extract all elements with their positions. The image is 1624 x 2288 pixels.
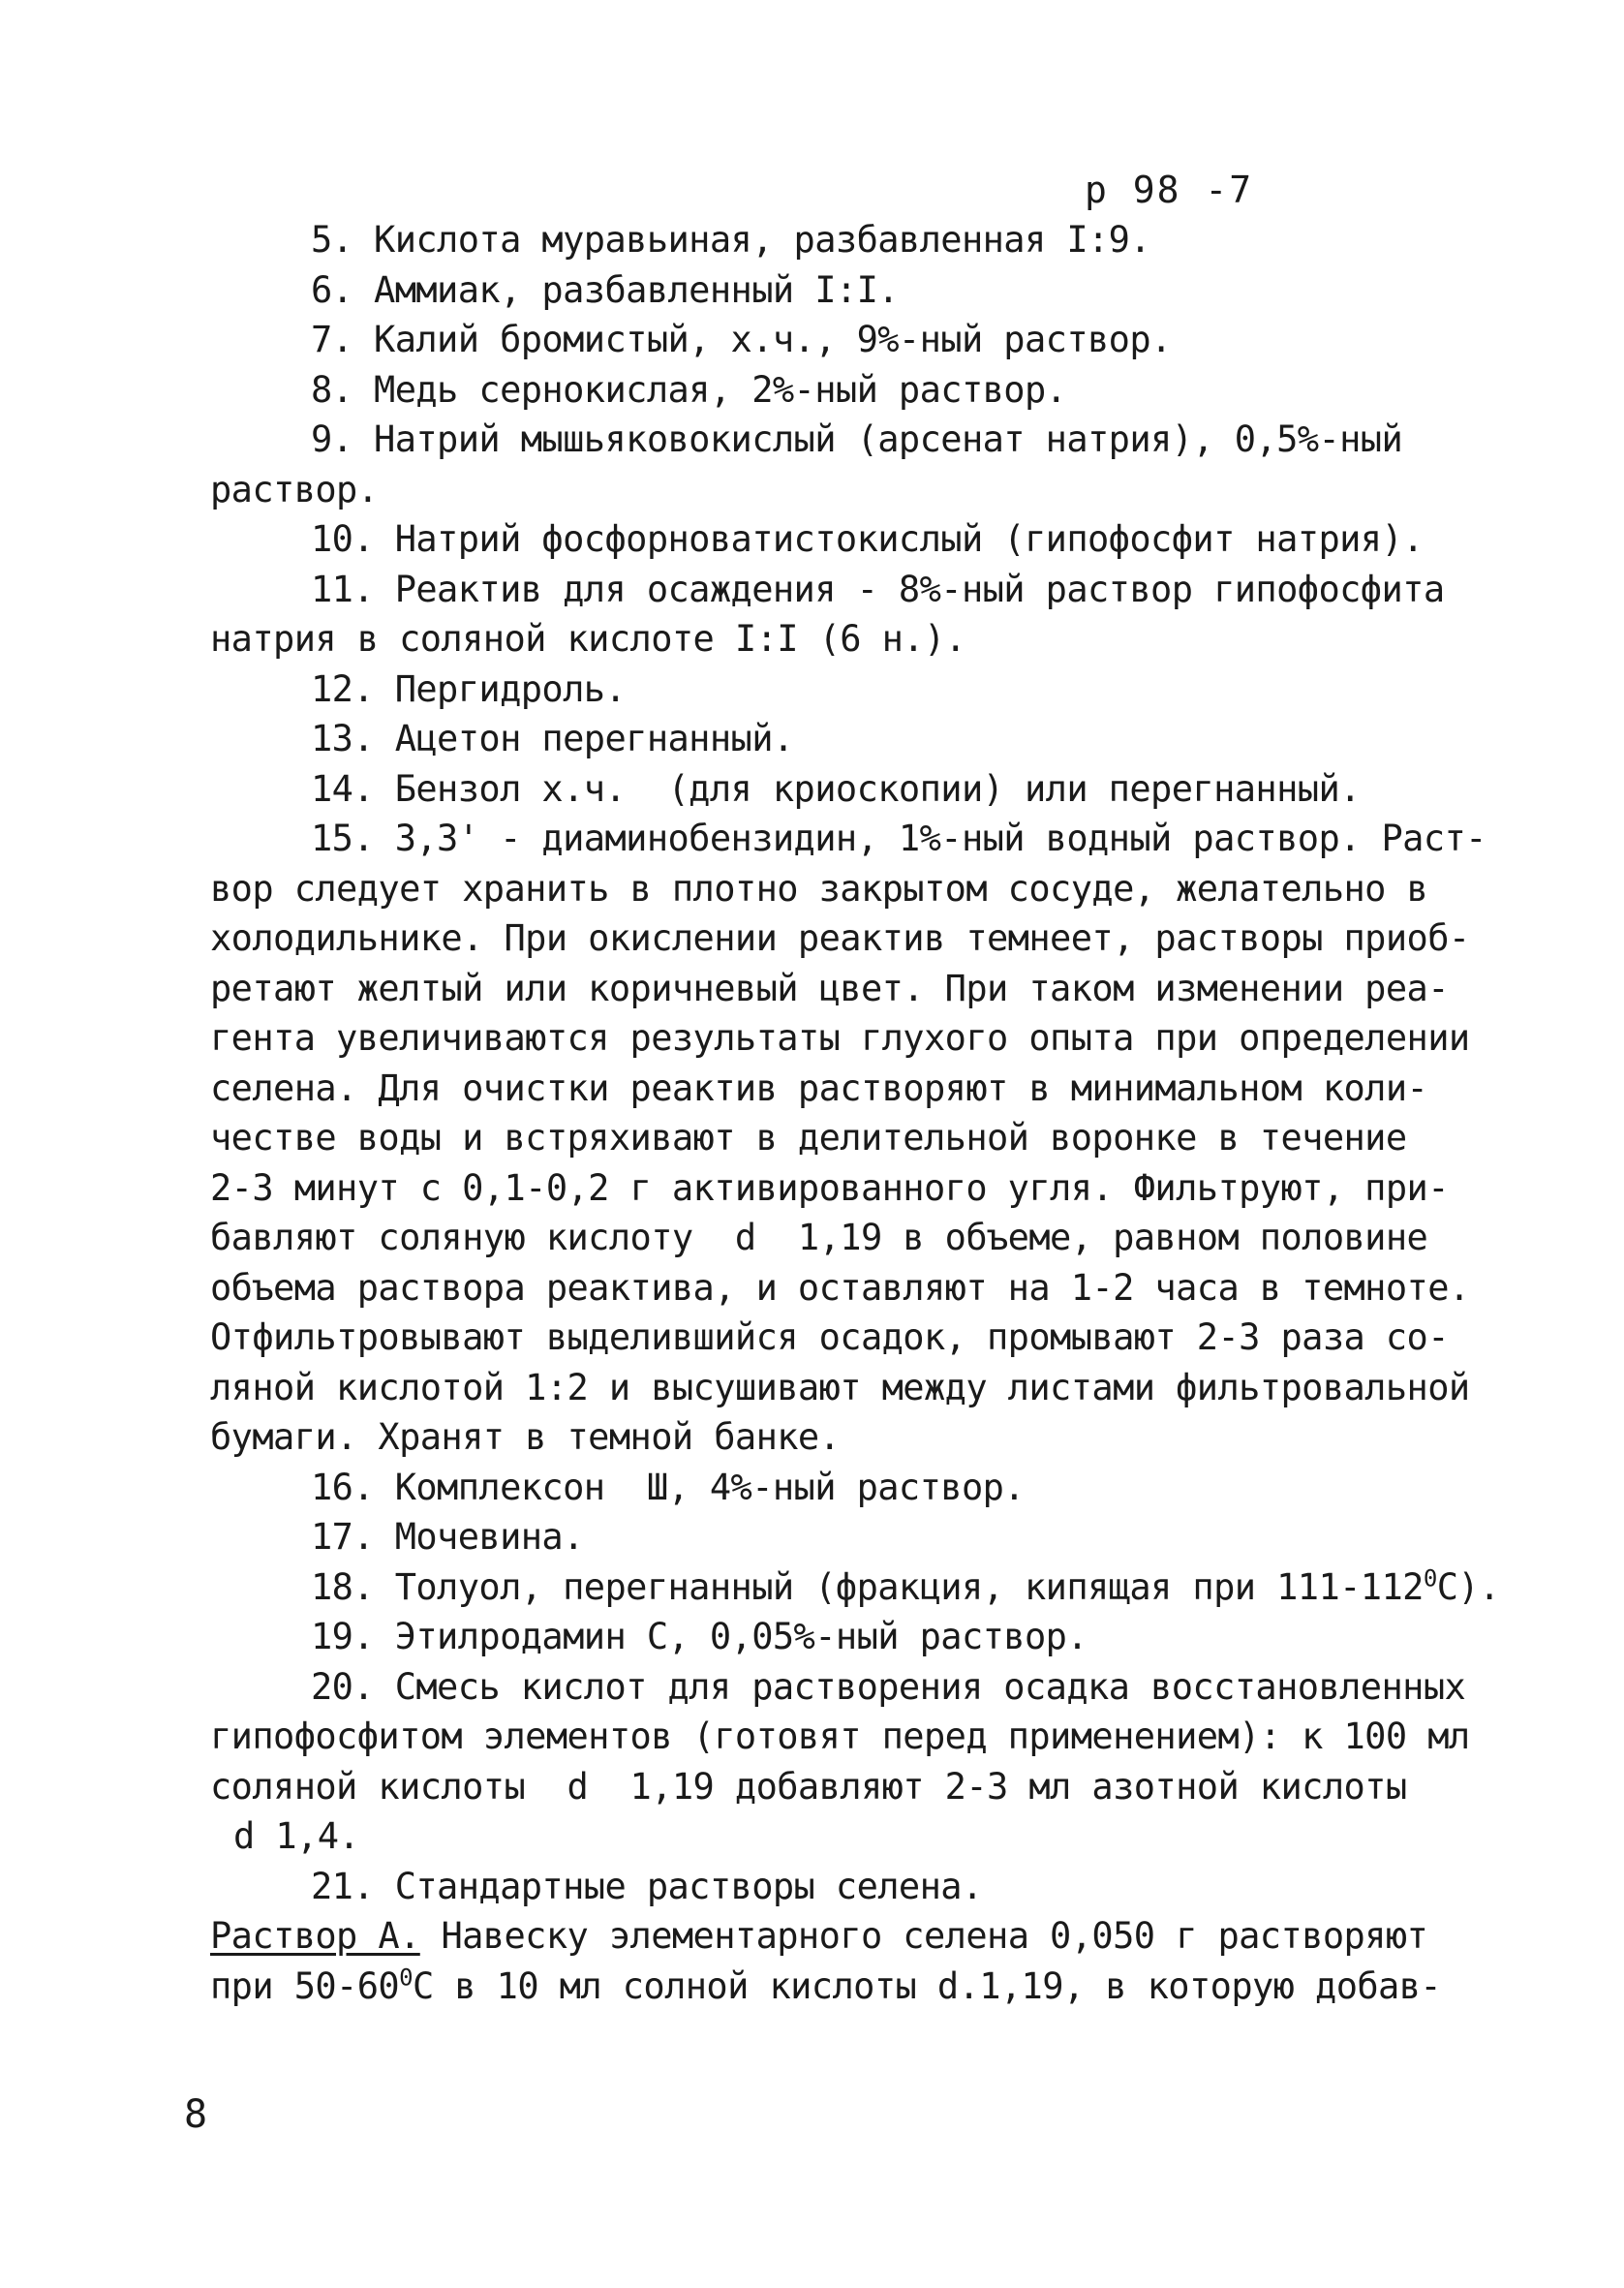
superscript: 0: [399, 1963, 413, 1992]
list-item-7: 7. Калий бромистый, х.ч., 9%-ный раствор.: [311, 319, 1172, 360]
paragraph-line: объема раствора реактива, и оставляют на 1-2 часа в темноте.: [210, 1266, 1470, 1309]
list-item-20: 20. Смесь кислот для растворения осадка восстановленных: [311, 1665, 1466, 1708]
paragraph-line: ляной кислотой 1:2 и высушивают между листами фильтровальной: [210, 1366, 1470, 1408]
list-item-19: 19. Этилродамин С, 0,05%-ный раствор.: [311, 1616, 1088, 1657]
list-item-14: 14. Бензол х.ч. (для криоскопии) или перегнанный.: [311, 767, 1361, 810]
paragraph-line: d 1,4.: [233, 1815, 360, 1857]
list-item-15: 15. 3,3' - диаминобензидин, 1%-ный водный раствор. Раст-: [311, 818, 1486, 859]
paragraph-line: 2-3 минут с 0,1-0,2 г активированного угля. Фильтруют, при-: [210, 1166, 1449, 1209]
paragraph-line: Отфильтровывают выделившийся осадок, промывают 2-3 раза со-: [210, 1316, 1449, 1358]
list-item-11: 11. Реактив для осаждения - 8%-ный раствор гипофосфита: [311, 568, 1445, 610]
line-text: С в 10 мл солной кислоты d.1,19, в которую добав-: [412, 1964, 1442, 2007]
list-item-12: 12. Пергидроль.: [311, 667, 627, 710]
paragraph-line: [210, 1962, 1479, 2012]
list-item-16: 16. Комплексон Ш, 4%-ный раствор.: [311, 1466, 1025, 1508]
line-text: 18. Толуол, перегнанный (фракция, кипящая при 111-112: [311, 1565, 1424, 1608]
list-item-11-continuation: натрия в соляной кислоте I:I (6 н.).: [210, 618, 966, 660]
page-marker: р 98 -7: [1085, 169, 1254, 211]
superscript: 0: [1423, 1564, 1437, 1592]
list-item-5: 5. Кислота муравьиная, разбавленная I:9.: [311, 219, 1151, 261]
line-text: при 50-60: [210, 1964, 400, 2007]
line-text: С).: [1436, 1565, 1500, 1608]
solution-a-heading: Раствор А.: [210, 1915, 420, 1957]
list-item-17: 17. Мочевина.: [311, 1516, 584, 1558]
paragraph-line: гента увеличиваются результаты глухого опыта при определении: [210, 1017, 1470, 1059]
paragraph-line: бумаги. Хранят в темной банке.: [210, 1416, 841, 1458]
list-item-21: 21. Стандартные растворы селена.: [311, 1865, 983, 1907]
list-item-18: [210, 1562, 1500, 1613]
paragraph-line: ретают желтый или коричневый цвет. При таком изменении реа-: [210, 967, 1449, 1009]
list-item-6: 6. Аммиак, разбавленный I:I.: [311, 268, 899, 311]
page-number: 8: [184, 2092, 208, 2137]
list-item-8: 8. Медь сернокислая, 2%-ный раствор.: [311, 368, 1067, 411]
paragraph-line: честве воды и встряхивают в делительной воронке в течение: [210, 1117, 1407, 1159]
paragraph-line: бавляют соляную кислоту d 1,19 в объеме, равном половине: [210, 1217, 1428, 1258]
paragraph-line: холодильнике. При окислении реактив темнеет, растворы приоб-: [210, 917, 1470, 959]
line-text: Навеску элементарного селена 0,050 г растворяют: [419, 1915, 1428, 1957]
paragraph-line: соляной кислоты d 1,19 добавляют 2-3 мл азотной кислоты: [210, 1765, 1407, 1808]
list-item-13: 13. Ацетон перегнанный.: [311, 718, 794, 759]
list-item-9: 9. Натрий мышьяковокислый (арсенат натрия), 0,5%-ный: [311, 418, 1403, 460]
paragraph-line: селена. Для очистки реактив растворяют в минимальном коли-: [210, 1067, 1428, 1109]
list-item-10: 10. Натрий фосфорноватистокислый (гипофосфит натрия).: [311, 518, 1424, 560]
document-body: [210, 215, 1500, 2011]
paragraph-line: гипофосфитом элементов (готовят перед применением): к 100 мл: [210, 1716, 1470, 1757]
list-item-9-continuation: раствор.: [210, 468, 379, 510]
paragraph-line: вор следует хранить в плотно закрытом сосуде, желательно в: [210, 867, 1428, 910]
solution-a-line: [210, 1911, 1479, 1962]
